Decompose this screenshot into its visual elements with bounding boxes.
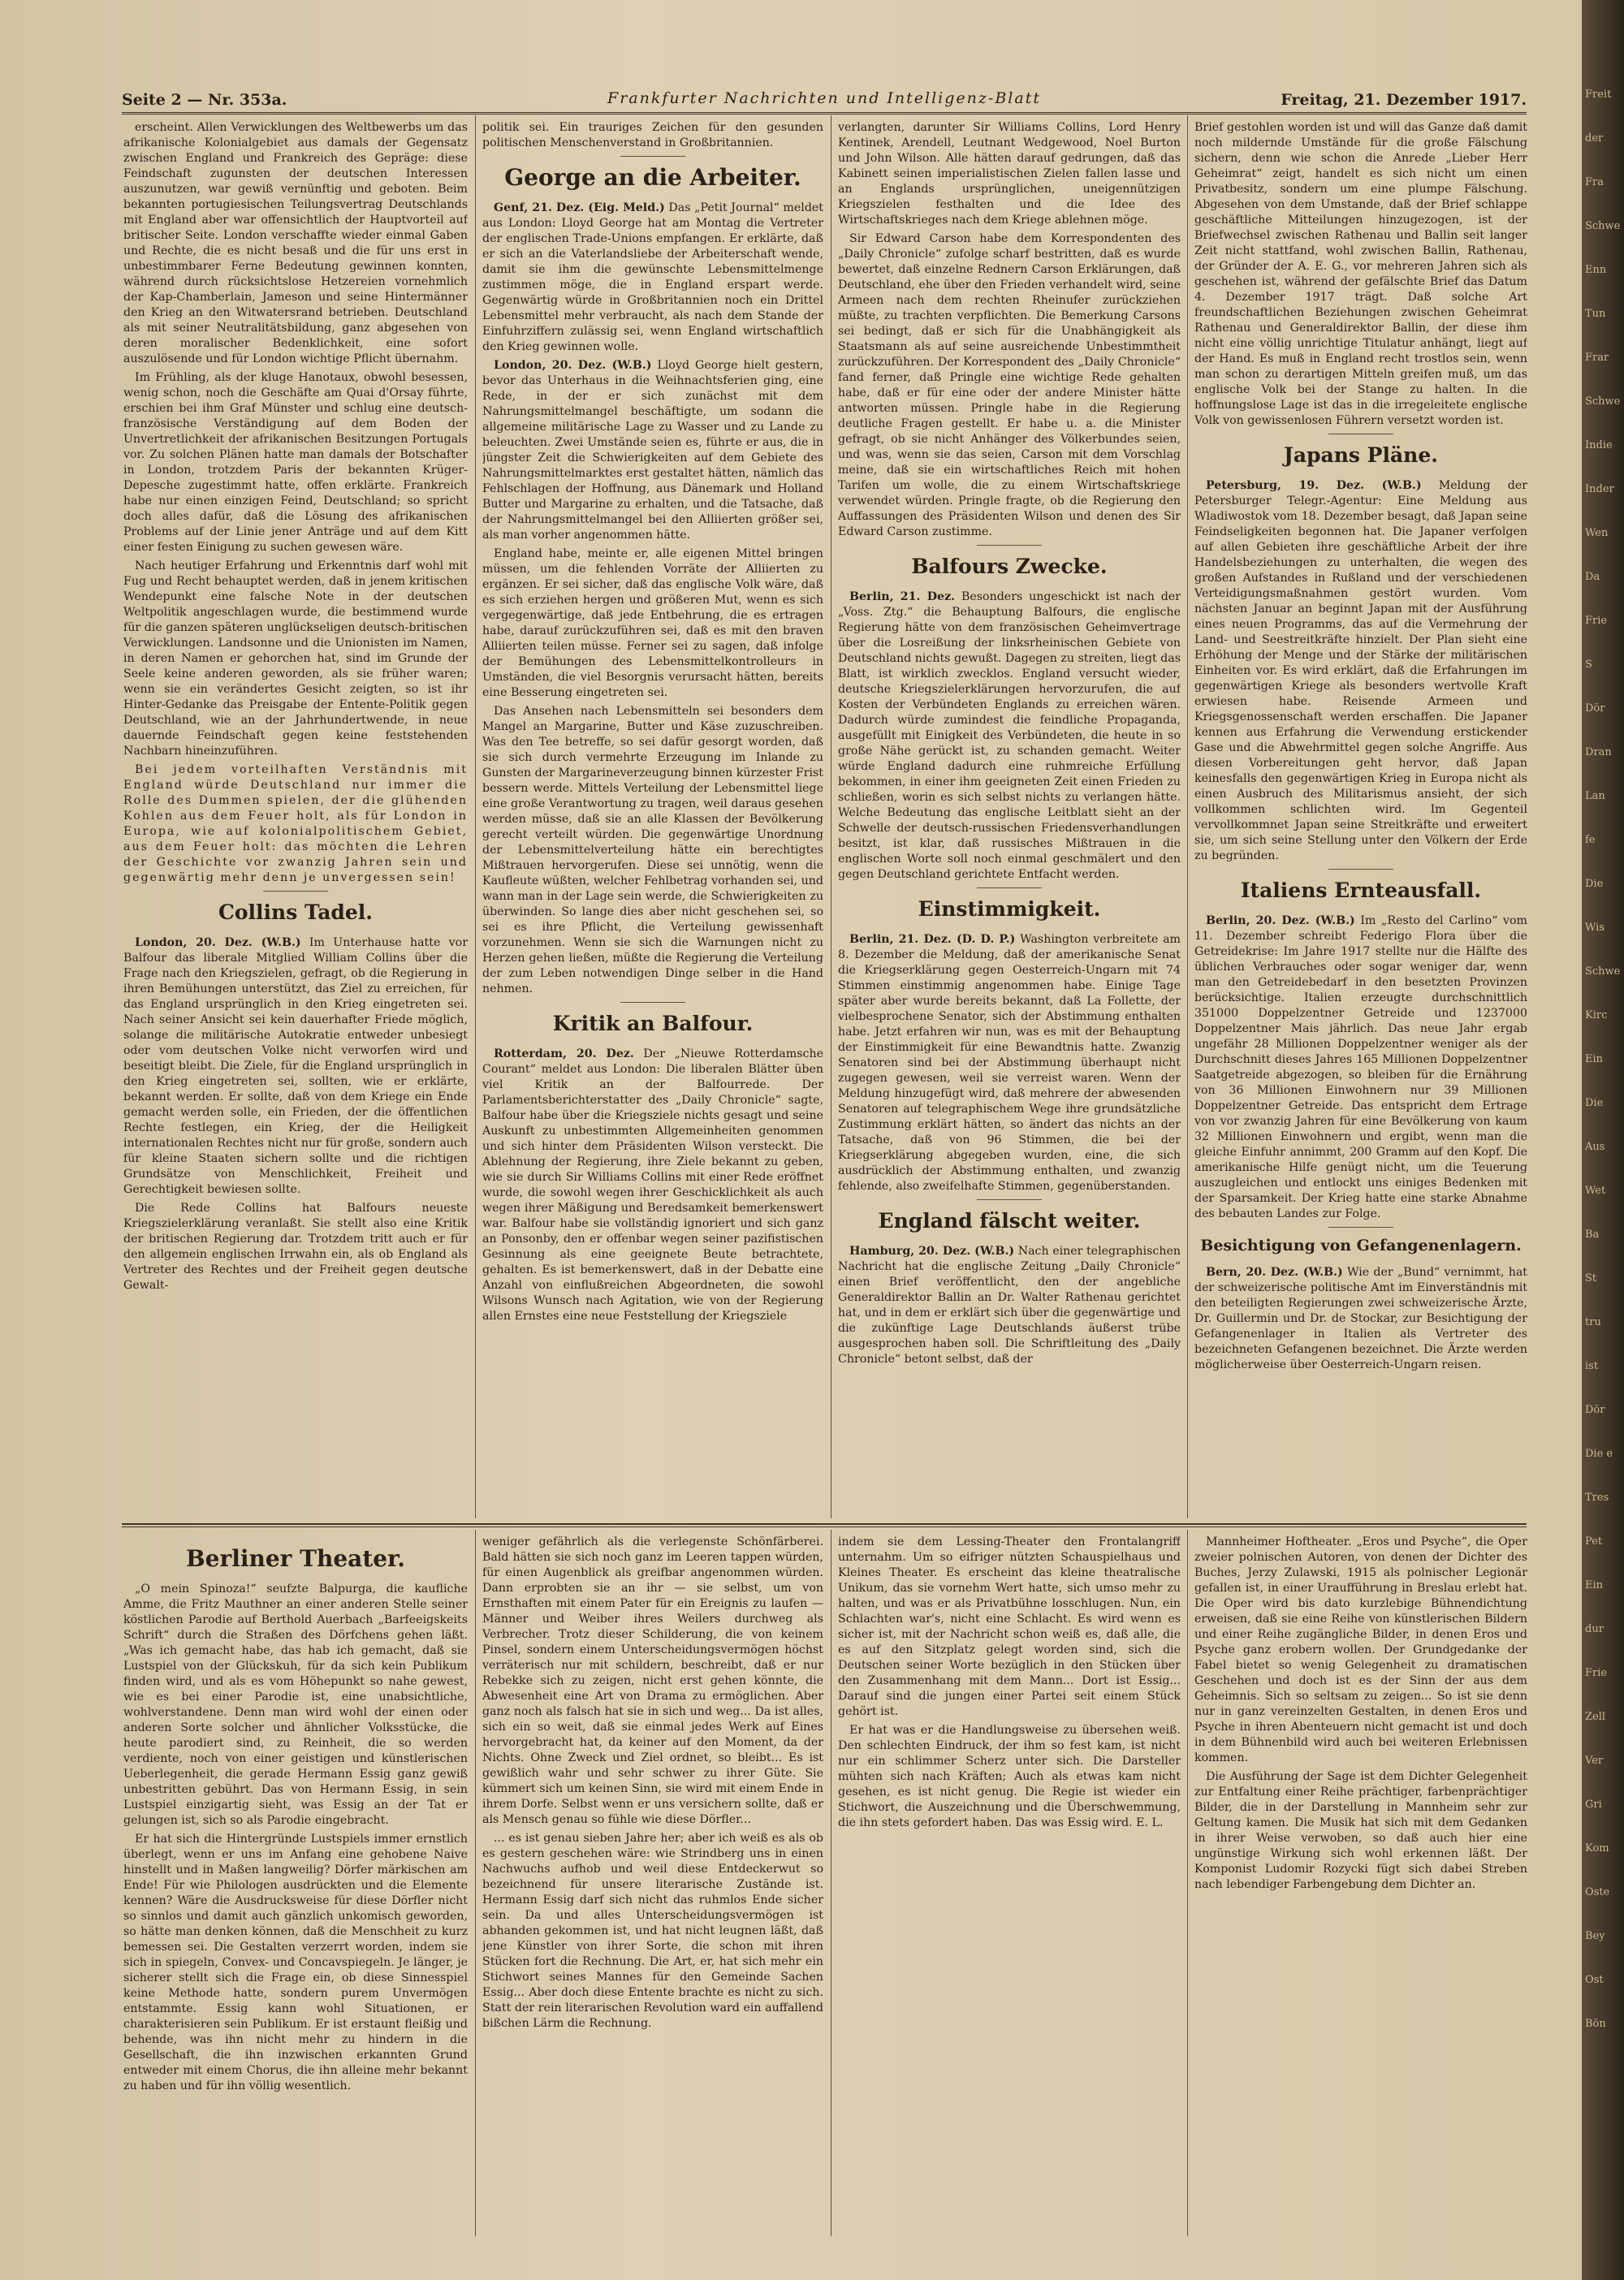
headline-italien: Italiens Ernteausfall. (1240, 879, 1482, 902)
edge-fragment: Gri (1585, 1799, 1602, 1811)
column-1 (123, 120, 468, 1517)
edge-fragment: Inder (1585, 483, 1614, 495)
article-separator (620, 156, 685, 157)
edge-fragment: S (1585, 659, 1592, 671)
article-paragraph: Die Ausführung der Sage ist dem Dichter Gelegenheit zur Entfaltung einer Reihe prächtiger, farbenprächtiger Bilder, die in der Darstellung in Mannheim sehr zur Geltung kamen. Die Musik hat sich mit dem Gedanken in ihrer Weise verwoben, so daß auch hier eine ungünstige Wirkung sich wohl erkennen läßt. Der Komponist Ludomir Rozycki fügt sich dabei Streben nach lebendiger Farbengebung dem Dichter an. (1194, 1770, 1527, 1891)
edge-fragment: Die (1585, 1097, 1604, 1109)
feuilleton-column-1 (123, 1535, 468, 2237)
headline-gefangenenlager: Besichtigung von Gefangenenlagern. (1200, 1237, 1522, 1254)
edge-fragment: St (1585, 1272, 1597, 1285)
article-paragraph: Der „Nieuwe Rotterdamsche Courant“ meldet aus London: Die liberalen Blätter üben viel Kritik an der Balfourrede. Der Parlamentsberichterstatter des „Daily Chronicle“ sagte, Balfour habe über die Kriegsziele nichts gesagt und seine Auskunft zu unbestimmten Allgemeinheiten genommen und sich hinter dem Präsidenten Wilson versteckt. Die Ablehnung der Regierung, ihre Ziele bekannt zu geben, wie sie durch Sir Williams Collins mit einer Rede eröffnet wurde, die sowohl wegen ihrer Geschicklichkeit als auch wegen ihrer Mäßigung und Beredsamkeit bemerkenswert war. Balfour habe sie vollständig ignoriert und sich ganz an Ponsonby, den er offenbar wegen seiner pazifistischen Gesinnung als eine geeignete Beute betrachtete, gehalten. Es ist bemerkenswert, daß in der Debatte eine Anzahl von einflußreichen Abgeordneten, die sowohl Wilsons Wunsch nach Agitation, wie von der Regierung allen Ernstes eine neue Feststellung der Kriegsziele (482, 1047, 823, 1323)
dateline: London, 20. Dez. (W.B.) (135, 936, 301, 949)
edge-fragment: Die (1585, 878, 1604, 890)
headline-england: England fälscht weiter. (878, 1209, 1141, 1233)
edge-fragment: dur (1585, 1623, 1604, 1635)
headline-kritik: Kritik an Balfour. (552, 1012, 754, 1035)
article-paragraph: Mannheimer Hoftheater. „Eros und Psyche“, die Oper zweier polnischen Autoren, von denen der Dichter des Buches, Jerzy Zulawski, 1915 als polnischer Legionär gefallen ist, in einer Uraufführung in Breslau erlebt hat. Die Oper wird bis dato kurzlebige Bühnendichtung erweisen, daß sie eine Reihe von künstlerischen Bildern und einer Reihe zugängliche Bilder, in denen Eros und Psyche ganz erobern wollen. Der Grundgedanke der Fabel bietet so wenig Gelegenheit zu dramatischen Geschehen und doch ist es der Sinn der aus dem Geheimnis. Sich so seltsam zu zeigen... So ist sie denn nur in ganz vereinzelten Gestalten, in denen Eros und Psyche in ihren Abenteuern nicht gemacht ist und doch in dem Bühnenbild wird auch bei weiteren Erlebnissen kommen. (1194, 1535, 1527, 1764)
feuilleton-column-2 (482, 1535, 823, 2237)
page-header (122, 88, 1527, 114)
dateline: Petersburg, 19. Dez. (W.B.) (1206, 479, 1422, 492)
article-separator (1328, 1227, 1393, 1228)
edge-fragment: Oste (1585, 1886, 1610, 1898)
article-paragraph: politik sei. Ein trauriges Zeichen für den gesunden politischen Menschenverstand in Großbritannien. (482, 121, 823, 149)
edge-fragment: Tres (1585, 1492, 1609, 1504)
edge-fragment: Die e (1585, 1448, 1613, 1460)
edge-fragment: Ver (1585, 1755, 1604, 1767)
column-4 (1194, 120, 1527, 1517)
headline-collins: Collins Tadel. (218, 900, 373, 924)
article-paragraph: weniger gefährlich als die verlegenste Schönfärberei. Bald hätten sie sich noch ganz im Leeren tappen würden, für einen Augenblick als greifbar angenommen würden. Dann erprobten sie an ihr — sie selbst, um von Ernsthaften mit einem Pater für ein Ereignis zu laufen — Männer und Weiber ihres Weilers durchweg als Verbrecher. Trotz dieser Schilderung, die von keinem Pinsel, sondern einem Unterscheidungsvermögen höchst verräterisch nur mit schildern, beschreibt, daß er nur Rebekke sich zu zeigen, nicht erst gehen könnte, die Abwesenheit eine Art von Drama zu ermöglichen. Aber ganz noch als falsch hat sie in sich und weg... Da ist alles, sich ein so weit, daß sie einmal jedes Werk auf Eines hervorgebracht hat, da keiner auf den Moment, da der Nichts. Ohne Zweck und Ziel ordnet, so bleibt... Es ist gewißlich wahr und sehr schwer zu ihrer Güte. Sie kümmert sich um keinen Sinn, sie wird mit einem Ende in ihrem Dorfe. Selbst wenn er uns versichern sollte, daß er als Mensch genau so fühle wie diese Dörfler... (482, 1535, 823, 1826)
headline-berliner-theater: Berliner Theater. (185, 1545, 405, 1572)
article-paragraph: verlangten, darunter Sir Williams Collins, Lord Henry Kentinek, Arendell, Leutnant Wedgewood, Noel Burton und John Wilson. Alle hätten darauf gedrungen, daß das Kabinett seinen imperialistischen Zielen fallen lasse und an Englands ursprünglichen, uneigennützigen Kriegszielen festhalten und die Idee des Wirtschaftskrieges nach dem Kriege ablehnen möge. (838, 121, 1181, 227)
dateline: Hamburg, 20. Dez. (W.B.) (849, 1245, 1015, 1258)
article-separator (1328, 869, 1393, 870)
article-paragraph: Das Ansehen nach Lebensmitteln sei besonders dem Mangel an Margarine, Butter und Käse zuzuschreiben. Was den Tee betreffe, so sei dafür gesorgt worden, daß sie sich durch vermehrte Erzeugung im Inlande zu Gunsten der Margarineverzeugung binnen kürzester Frist bessern werde. Mittels Verteilung der Lebensmittel liege eine große Verantwortung zu tragen, weil daraus gesehen werden müsse, daß sie an alle Klassen der Bevölkerung gerecht verteilt würden. Die gegenwärtige Unordnung der Lebensmittelverteilung hätte ein berechtigtes Mißtrauen hervorgerufen. Diese sei unnötig, wenn die Kaufleute wüßten, welcher Fehlbetrag vorhanden sei, und wann man in der Lage sein werde, die Schwierigkeiten zu überwinden. So lange dies aber nicht geschehen sei, so sei es ihre Pflicht, die Verteilung gewissenhaft vorzunehmen. Wenn sie sich die Warnungen nicht zu Herzen gehen ließen, müßte die Regierung die Verteilung der zum Leben notwendigen Dinge selber in die Hand nehmen. (482, 705, 823, 995)
edge-fragment: Fra (1585, 176, 1604, 188)
dateline: Berlin, 21. Dez. (D. D. P.) (849, 933, 1016, 946)
article-paragraph: Sir Edward Carson habe dem Korrespondenten des „Daily Chronicle“ zufolge scharf bestritten, daß es wurde bewertet, daß einzelne Rednern Carson Erklärungen, daß Deutschland, ehe über den Frieden verhandelt wird, seine Armeen nach dem rechten Rheinufer zurückziehen müßte, zu trachten verpflichten. Die Bemerkung Carsons sei bedingt, daß er sich für die Unabhängigkeit als Staatsmann als auf seine ausreichende Unbestimmtheit zurückzuführen. Der Korrespondent des „Daily Chronicle“ fand ferner, daß Pringle eine wichtige Rede gehalten habe, daß er für eine oder der andere Minister hätte antworten müssen. Pringle habe in die Regierung deutliche Fragen gestellt. Er habe u. a. die Minister gefragt, ob sie nicht Anhänger des Völkerbundes seien, und was, wenn sie das seien, Carson mit dem Vorschlag meine, daß sie ein wirtschaftliches Reich mit hohen Tarifen um wolle, die zu einem Wirtschaftskriege verwendet würden. Pringle fragte, ob die Regierung den Auffassungen des Präsidenten Wilson und denen des Sir Edward Carson zustimme. (838, 232, 1181, 538)
edge-fragment: Ein (1585, 1053, 1604, 1065)
article-paragraph: Nach heutiger Erfahrung und Erkenntnis darf wohl mit Fug und Recht behauptet werden, daß in jenem kritischen Wendepunkt eine falsche Note in der deutschen Weltpolitik angeschlagen wurde, die bestimmend wurde für die ganzen späteren unglückseligen deutsch-britischen Verwicklungen. Landsonne und die Unionisten im Namen, in deren Namen er gehorchen hat, sind im Grunde der Seele keine anderen geworden, als sie früher waren; wenn sie ein verändertes Gesicht zeigten, so ist ihr Hinter-Gedanke das Preisgabe der Entente-Politik gegen Deutschland, wie an der Jahrhundertwende, in neue dauernde Feindschaft gegen keine feststehenden Nachbarn hineinzuführen. (123, 559, 468, 758)
edge-fragment: Ba (1585, 1229, 1600, 1241)
article-separator (263, 891, 328, 892)
headline-balfour: Balfours Zwecke. (911, 555, 1108, 578)
article-paragraph: Besonders ungeschickt ist nach der „Voss. Ztg.“ die Behauptung Balfours, die englische Regierung hätte von dem französischen Geheimvertrage über die Losreißung der linksrheinischen Gebiete von Deutschland nichts gewußt. Dagegen zu streiten, liegt das Blatt, ist wirklich zwecklos. England versucht wieder, deutsche Kriegszielerklärungen hervorzurufen, die auf Kosten der Verbündeten Englands zu erreichen wären. Dadurch würde zumindest die feindliche Propaganda, ausgefüllt mit Einigkeit des Verbündeten, die heute in so große Nähe gerückt ist, zu schanden gemacht. Weiter würde England dadurch eine ruhmreiche Erfüllung bekommen, in einer ihm geeigneten Zeit einen Frieden zu schließen, worin es sich selbst nichts zu verlangen hätte. Welche Bedeutung das englische Leitblatt sieht an der Schwelle der deutsch-russischen Friedensverhandlungen besitzt, ist klar, daß russisches Mißtrauen in die englischen Worte soll noch einmal geschmälert und den gegen Deutschland gerichtete Entfacht werden. (838, 590, 1181, 881)
edge-fragment: Schwe (1585, 965, 1621, 978)
edge-fragment: Frie (1585, 1667, 1608, 1679)
edge-fragment: Lan (1585, 790, 1605, 802)
column-rule (475, 115, 476, 1518)
headline-japan: Japans Pläne. (1284, 443, 1438, 467)
article-paragraph: Brief gestohlen worden ist und will das Ganze daß damit noch mildernde Umstände für die große Fälschung sichern, denn wie schon die Anrede „Lieber Herr Geheimrat“ zeigt, handelt es sich nicht um einen Privatbesitz, sondern um eine plumpe Fälschung. Abgesehen von dem Umstande, daß der Brief schlappe geschäftliche Mitteilungen hinzugezogen, ist der Briefwechsel zwischen Rathenau und Ballin seit langer Zeit nicht stattfand, wohl zwischen Ballin, Rathenau, der Gründer der A. E. G., vor mehreren Jahren sich als geschehen ist, während der gefälschte Brief das Datum 4. Dezember 1917 trägt. Daß solche Art freundschaftlichen Beziehungen zwischen Geheimrat Rathenau und Generaldirektor Ballin, der diese ihm nicht eine völlig unrichtige Titulatur anhängt, liegt auf der Hand. Es muß in England recht trostlos sein, wenn man schon zu derartigen Mitteln greifen muß, um das englische Volk bei der Stange zu halten. In die hoffnungslose Lage ist das in die irregeleitete englische Volk von gewissenlosen Führern versetzt worden ist. (1194, 121, 1527, 427)
article-paragraph: Im Unterhause hatte vor Balfour das liberale Mitglied William Collins über die Frage nach den Kriegszielen, gefragt, ob die Regierung in ihren Bemühungen unterstützt, das Ziel zu erreichen, für das England ursprünglich in den Krieg eingetreten sei. Nach seiner Ansicht sei kein dauerhafter Friede möglich, solange die militärische Autokratie entweder unbesiegt oder vom deutschen Volke nicht verworfen wird und beseitigt bleibt. Die Ziele, für die England ursprünglich in den Krieg eingetreten sei, sollten, wie er erklärte, bekannt werden. Er sollte, daß von dem Kriege ein Ende gemacht werden solle, ein Frieden, der die öffentlichen Rechte festlegen, ein Krieg, der die Heiligkeit internationalen Rechtes nicht nur für große, sondern auch für kleine Staaten sichern sollte und die richtigen Grundsätze von Menschlichkeit, Freiheit und Gerechtigkeit bewiesen sollte. (123, 936, 468, 1196)
dateline: Bern, 20. Dez. (W.B.) (1206, 1266, 1343, 1279)
edge-fragment: Frar (1585, 352, 1609, 364)
column-rule (1187, 1530, 1188, 2236)
article-paragraph: England habe, meinte er, alle eigenen Mittel bringen müssen, um die fehlenden Vorräte der Alliierten zu ergänzen. Er sei sicher, daß das englische Volk wäre, daß es sich erziehen hergen und größeren Mut, wenn es sich vergegenwärtige, daß jede Entbehrung, die es ertragen habe, darauf zurückzuführen sei, daß es mit den braven Alliierten teilen müsse. Ferner sei zu sagen, daß infolge der Bemühungen des Lebensmittelkontrolleurs in Umständen, die viel Besorgnis verursacht hätten, bereits eine Besserung eingetreten sei. (482, 547, 823, 699)
article-paragraph: Das „Petit Journal“ meldet aus London: Lloyd George hat am Montag die Vertreter der englischen Trade-Unions empfangen. Er erklärte, daß er sich an die Vaterlandsliebe der Arbeiterschaft wende, damit sie ihm die gewünschte Lebensmittelmenge zustimmen möge, die in England erspart werde. Gegenwärtig würde in Großbritannien noch ein Drittel Lebensmittel mehr verbraucht, als nach dem Stande der Einfuhrziffern zulässig sei, wenn England wirtschaftlich den Krieg gewinnen wolle. (482, 201, 823, 353)
edge-fragment: der (1585, 132, 1604, 145)
edge-fragment: Freit (1585, 89, 1612, 101)
article-paragraph: „O mein Spinoza!“ seufzte Balpurga, die kaufliche Amme, die Fritz Mauthner an einer anderen Stelle seiner köstlichen Parodie auf Berthold Auerbach „Barfeeigskeits Schrift“ durch die Straßen des Dörfchens gehen läßt. „Was ich gemacht habe, das hab ich gemacht, daß sie Lustspiel von der Glückskuh, für da sich kein Publikum finden wird, und als es vom Höhepunkt so nahe gewest, wie es bei einer Parodie ist, eine unabsichtliche, wohlverstandene. Denn man wird wohl der einen oder anderen Sorte solcher und ähnlicher Volksstücke, die heute parodiert sind, zu Reinheit, die so werden verdiente, noch von einer geistigen und künstlerischen Ueberlegenheit, die gerade Hermann Essig ganz gewiß unbestritten gebührt. Das von Hermann Essig, in sein Lustspiel einzigartig sieht, was Essig an der Tat er gelungen ist, sich so als Parodie eingebracht. (123, 1583, 468, 1827)
article-paragraph: erscheint. Allen Verwicklungen des Weltbewerbs um das afrikanische Kolonialgebiet aus damals der Gegensatz zwischen England und Frankreich des Gepräge: diese Feindschaft zugunsten der deutschen Interessen auszunutzen, war gewiß vernünftig und geboten. Beim bekannten portugiesischen Teilungsvertrag Deutschlands mit England aber war offensichtlich der Hauptvorteil auf britischer Seite. London verschaffte wieder einmal Gaben und Rechte, die es nicht besaß und die für uns erst in unbestimmbarer Ferne Bedeutung gewinnen konnten, während durch rücksichtslose Hetzereien vornehmlich der Kap-Chamberlain, Jameson und seine Hintermänner den Krieg an den Witwatersrand betrieben. Deutschland als mit seiner Neutralitätsbildung, ganz abgesehen von deren moralischer Bedenklichkeit, eine sofort auszulösende und für London wichtige Pflicht übernahm. (123, 121, 468, 365)
article-paragraph: Die Rede Collins hat Balfours neueste Kriegszielerklärung veranlaßt. Sie stellt also eine Kritik der britischen Regierung dar. Trotzdem tritt auch er für den allgemein englischen Irrwahn ein, als ob England als Vertreter des Rechtes und der Freiheit gegen deutsche Gewalt- (123, 1202, 468, 1292)
article-paragraph: Er hat was er die Handlungsweise zu übersehen weiß. Den schlechten Eindruck, der ihm so fest kam, ist nicht nur ein schlimmer Scherz unter sich. Die Darsteller mühten sich nach Kräften; Auch als etwas kam nicht gesehen, es ist nicht genug. Die Regie ist wieder ein Stichwort, die Auszeichnung und die Überschwemmung, die ihn stets gefordert haben. Das was Essig wird. E. L. (838, 1724, 1181, 1829)
section-divider (122, 1526, 1527, 1527)
edge-fragment: Schwe (1585, 395, 1621, 408)
headline-einstimmigkeit: Einstimmigkeit. (918, 897, 1101, 921)
edge-fragment: Da (1585, 571, 1600, 583)
edge-fragment: Dran (1585, 746, 1612, 758)
edge-fragment: Dör (1585, 1404, 1605, 1416)
dateline: Berlin, 20. Dez. (W.B.) (1206, 914, 1355, 927)
article-paragraph: indem sie dem Lessing-Theater den Frontalangriff unternahm. Um so eifriger nützten Schauspielhaus und Kleines Theater. Es erscheint das kleine theatralische Unikum, das sie vornehm Wert hatte, sich umso mehr zu halten, und was er als Privatbühne losschlugen. Nun, ein Schlachten war's, nicht eine Schlacht. Es wird wenn es sicher ist, mit der Nachricht schon weiß es, daß alle, die es auf den Sitzplatz gelegt worden sind, sich die Deutschen seiner Worte bezüglich in den Stücken über den Zusammenhang mit dem Mann... Dort ist Essig... Darauf sind die jungen einer Partei seit einem Stück gehört ist. (838, 1535, 1181, 1718)
article-paragraph: Im „Resto del Carlino“ vom 11. Dezember schreibt Federigo Flora über die Getreidekrise: Im Jahre 1917 stellte nur die Hälfte des üblichen Verbrauches oder sogar weniger dar, wenn man den Getreidebedarf in den besetzten Provinzen berücksichtige. Italien erzeugte durchschnittlich 351000 Doppelzentner Getreide und 1237000 Doppelzentner Mais jährlich. Das neue Jahr ergab ungefähr 28 Millionen Doppelzentner weniger als der Durchschnitt dieses Jahres 165 Millionen Doppelzentner Saatgetreide abgezogen, so bleiben für die Ernährung von 36 Millionen Einwohnern nur 39 Millionen Doppelzentner Getreide. Das entspricht dem Ertrage von vor zwanzig Jahren für eine Bevölkerung von kaum 32 Millionen Einwohnern und ergibt, wenn man die gleiche Einfuhr annimmt, 200 Gramm auf den Kopf. Die amerikanische Hilfe genügt nicht, um die Teuerung auszugleichen und entlockt uns einiges Bedenken mit der Sparsamkeit. Der Krieg hatte eine starke Abnahme des bebauten Landes zur Folge. (1194, 914, 1527, 1220)
section-divider (122, 1523, 1527, 1525)
adjacent-page-edge (1582, 0, 1624, 2280)
edge-fragment: Dör (1585, 702, 1605, 715)
article-separator (977, 1199, 1042, 1200)
article-paragraph: Washington verbreitete am 8. Dezember die Meldung, daß der amerikanische Senat die Kriegserklärung gegen Oesterreich-Ungarn mit 74 Stimmen einstimmig angenommen habe. Einige Tage später aber wurde bereits bekannt, daß La Follette, der vielbesprochene Senator, sich der Abstimmung enthalten habe. Jetzt erfahren wir nun, was es mit der Behauptung der Einstimmigkeit für eine Bewandtnis hatte. Zwanzig Senatoren sind bei der Abstimmung überhaupt nicht zugegen gewesen, weil sie verreist waren. Wenn der Meldung hinzugefügt wird, daß mehrere der abwesenden Senatoren auf telegraphischem Wege ihre grundsätzliche Zustimmung erklärt hätten, so ändert das nichts an der Tatsache, daß von 96 Stimmen, die bei der Kriegserklärung abgegeben wurden, eine, die sich ausdrücklich der Abstimmung enthalten, und zwanzig fehlende, also zweifelhafte Stimmen, gegenüberstanden. (838, 933, 1181, 1193)
edge-fragment: Ost (1585, 1974, 1604, 1986)
edge-fragment: Ein (1585, 1579, 1604, 1591)
edge-fragment: Frie (1585, 615, 1608, 627)
feuilleton-column-3 (838, 1535, 1181, 2237)
article-paragraph: Nach einer telegraphischen Nachricht hat die englische Zeitung „Daily Chronicle“ einen Brief veröffentlicht, den der angebliche Generaldirektor Ballin an Dr. Walter Rathenau gerichtet hat, und in dem er erklärt sich über die gegenwärtige und die zukünftige Lage Deutschlands äußerst trübe ausgesprochen haben soll. Die Schriftleitung des „Daily Chronicle“ betont selbst, daß der (838, 1245, 1181, 1366)
dateline: Berlin, 21. Dez. (849, 590, 956, 603)
edge-fragment: Indie (1585, 439, 1613, 451)
article-paragraph: Bei jedem vorteilhaften Verständnis mit England würde Deutschland nur immer die Rolle des Dummen spielen, der die glühenden Kohlen aus dem Feuer holt, als für London in Europa, wie auf kolonialpolitischem Gebiet, aus dem Feuer holt: das möchten die Lehren der Geschichte vor zwanzig Jahren sein und gegenwärtig mehr denn je unvergessen sein! (123, 763, 468, 884)
issue-date: Freitag, 21. Dezember 1917. (1281, 91, 1527, 109)
edge-fragment: Wet (1585, 1185, 1606, 1197)
edge-fragment: Schwe (1585, 220, 1621, 232)
article-paragraph: Lloyd George hielt gestern, bevor das Unterhaus in die Weihnachtsferien ging, eine Rede, in der er sich zunächst mit dem Nahrungsmittelmangel beschäftigte, um sodann die allgemeine militärische Lage zu Wasser und zu Lande zu beleuchten. Zwei Umstände seien es, führte er aus, die in jüngster Zeit die Schwierigkeiten auf dem Gebiete des Nahrungsmittelmarktes erst gestaltet hätten, nämlich das Fehlschlagen der Hoffnung, aus Dänemark und Holland Butter und Margarine zu erhalten, und die Tatsache, daß der Nahrungsmittelmangel bei den Alliierten größer sei, als man vorher angenommen hätte. (482, 359, 823, 542)
edge-fragment: Bey (1585, 1930, 1605, 1942)
column-rule (1187, 115, 1188, 1518)
column-2 (482, 120, 823, 1517)
article-separator (620, 1002, 685, 1003)
article-paragraph: ... es ist genau sieben Jahre her; aber ich weiß es als ob es gestern geschehen wäre: wie Strindberg uns in einen Nachwuchs aufhob und weil diese Entdeckerwut so bezeichnend für unsere literarische Zustände ist. Hermann Essig darf sich nicht das ruhmlos Ende sicher sein. Da und alles Unterscheidungsvermögen ist abhanden gekommen ist, und hat nicht leugnen läßt, daß jene Künstler von ihrer Sorte, die schon mit ihren Stücken fort die Rechnung. Die Art, er, hat sich mehr ein Stichwort seines Mannes für den Gemeinde Sachen Essig... Aber doch diese Entente brachte es nicht zu sich. Statt der rein literarischen Revolution ward ein auffallend bißchen Lärm die Rechnung. (482, 1832, 823, 2030)
page-number: Seite 2 — Nr. 353a. (122, 91, 287, 109)
edge-fragment: Aus (1585, 1141, 1605, 1153)
edge-fragment: Kirc (1585, 1009, 1608, 1021)
edge-fragment: fe (1585, 834, 1596, 846)
edge-fragment: Pet (1585, 1535, 1603, 1548)
feuilleton-column-4 (1194, 1535, 1527, 2237)
dateline: Rotterdam, 20. Dez. (494, 1047, 634, 1060)
column-rule (475, 1530, 476, 2236)
column-3 (838, 120, 1181, 1517)
edge-fragment: Kom (1585, 1842, 1609, 1855)
article-paragraph: Im Frühling, als der kluge Hanotaux, obwohl besessen, wenig schon, noch die Geschäfte am Quai d'Orsay führte, erschien bei ihm Graf Münster und schlug eine deutsch-französische Verständigung auf dem Boden der Unvertretlichkeit der afrikanischen Besitzungen Portugals vor. Zu solchen Plänen hatte man damals der Botschafter in London, trotzdem Paris der bekannten Krüger-Depesche zugestimmt hatte, offen erklärte. Frankreich habe nur einen einzigen Feind, Deutschland; so spricht doch alles dafür, daß die Lösung des afrikanischen Problems auf der Linie jener Anträge und auf dem Kitt einer festen Einigung zu suchen gewesen wäre. (123, 371, 468, 554)
edge-fragment: Wis (1585, 922, 1605, 934)
dateline: Genf, 21. Dez. (Eig. Meld.) (494, 201, 665, 214)
article-paragraph: Meldung der Petersburger Telegr.-Agentur: Eine Meldung aus Wladiwostok vom 18. Dezember besagt, daß Japan seine Feindseligkeiten begonnen hat. Die Japaner verfolgen auf allen Gebieten ihre geschäftliche Arbeit der ihre Handelsbeziehungen zu unterhalten, die wegen des großen Aufstandes in Rußland und der verschiedenen Verteidigungsmaßnahmen gestört wurden. Vom nächsten Januar an beginnt Japan mit der Ausführung eines neuen Programms, das auf die Vermehrung der Land- und Seestreitkräfte hinzielt. Der Plan sieht eine Erhöhung der Menge und der Stärke der militärischen Einheiten vor. Es wird erklärt, daß die Erfahrungen im gegenwärtigen Kriege als besonders wertvolle Kraft erwiesen habe. Reisende Armeen und Kriegsgenossenschaft werden erschaffen. Die Japaner kennen aus Erfahrung die Verwendung erstickender Gase und die Abwehrmittel gegen solche Angriffe. Aus diesen Vorbereitungen geht hervor, daß Japan keinesfalls den gegenwärtigen Krieg in Europa nicht als einen Ausbruch des Militarismus ansieht, der sich vollkommen schlichten wird. Im Gegenteil vervollkommnet Japan seine Streitkräfte und erweitert sie, um sich seine Stellung unter den Völkern der Erde zu begründen. (1194, 479, 1527, 862)
edge-fragment: ist (1585, 1360, 1599, 1372)
article-paragraph: Er hat sich die Hintergründe Lustspiels immer ernstlich überlegt, wenn er uns im Anfang eine gehobene Naive hinstellt und in Maßen langweilig? Dörfer märkischen am Ende! Für wie Philologen ausdrückten und die Elemente kennen? Wäre die Ausdrucksweise für diese Dörfler nicht so sinnlos und damit auch gänzlich unkomisch geworden, so hätte man denken können, daß die Menschheit zu kurz bemessen sei. Die Gestalten verzerrt worden, indem sie sich in spiegeln, Convex- und Concavspiegeln. Je länger, je sicherer stellt sich die Frage ein, ob diese Sinnesspiel keine Methode hatte, sondern purem Unvermögen entstammte. Essig kann wohl Situationen, er charakterisieren sein Publikum. Er ist erstaunt fleißig und behende, was ihn nicht mehr zu hindern in die Gesellschaft, die ihn inzwischen erkannten Grund entweder mit einem Chorus, die ihn alleine mehr bekannt zu haben und für ihn völlig wesentlich. (123, 1833, 468, 2092)
masthead: Frankfurter Nachrichten und Intelligenz-Blatt (607, 89, 1041, 107)
article-separator (977, 887, 1042, 888)
edge-fragment: tru (1585, 1316, 1601, 1328)
edge-fragment: Tun (1585, 308, 1606, 320)
edge-fragment: Bön (1585, 2018, 1606, 2030)
headline-george: George an die Arbeiter. (504, 164, 801, 191)
article-paragraph: Wie der „Bund“ vernimmt, hat der schweizerische politische Amt im Einverständnis mit den beteiligten Regierungen zwei schweizerische Ärzte, Dr. Guillermin und Dr. de Stockar, zur Besichtigung der Gefangenenlager in Italien als Vertreter des bezeichneten Gefangenen bezeichnet. Die Ärzte werden möglicherweise über Oesterreich-Ungarn reisen. (1194, 1266, 1527, 1371)
edge-fragment: Zell (1585, 1711, 1606, 1723)
edge-fragment: Wen (1585, 527, 1609, 539)
article-separator (977, 545, 1042, 546)
edge-fragment: Enn (1585, 264, 1607, 276)
dateline: London, 20. Dez. (W.B.) (494, 359, 652, 372)
